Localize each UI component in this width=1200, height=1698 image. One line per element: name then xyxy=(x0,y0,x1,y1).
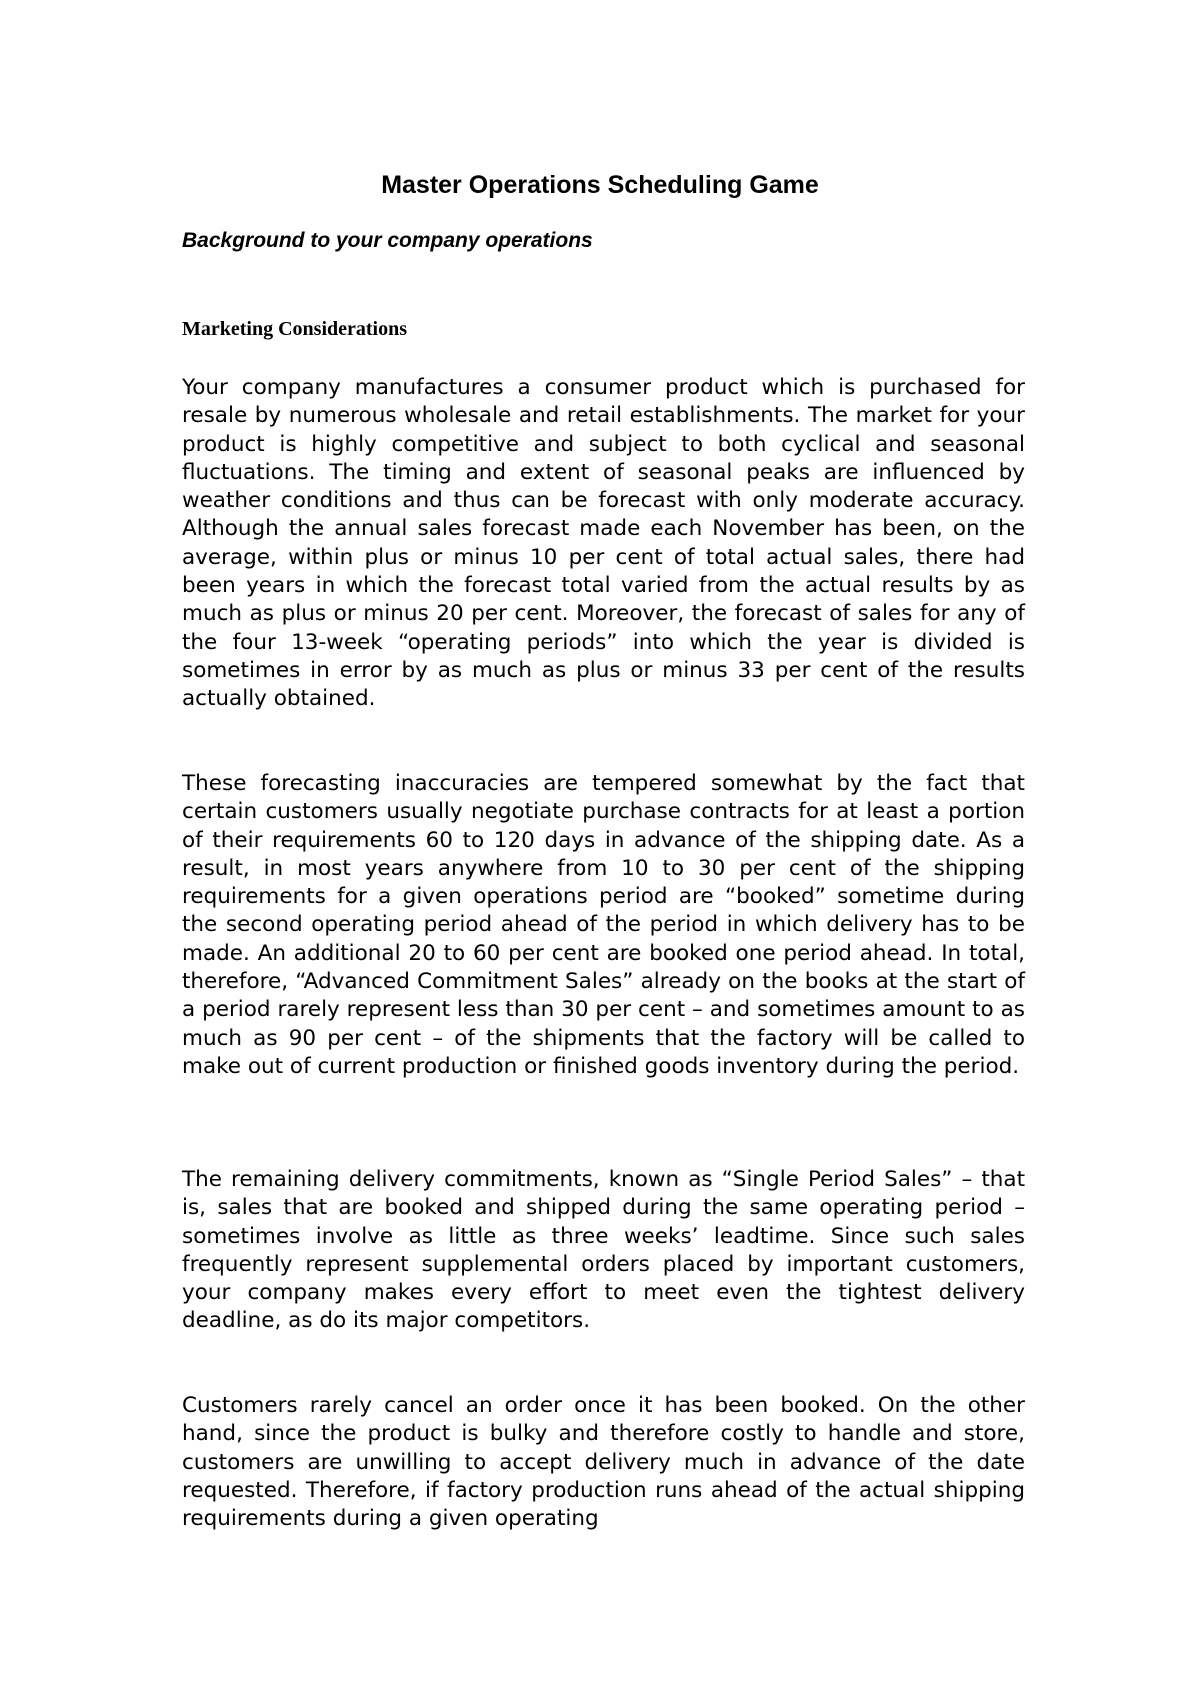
paragraph: Customers rarely cancel an order once it has been booked. On the other hand, since the product is bulky and therefore costly to handle and store, customers are unwilling to accept delivery much in advance of the date requested. Therefore, if factory production runs ahead of the actual shipping requirements during a given operating xyxy=(182,1393,1025,1532)
paragraph: Your company manufactures a consumer product which is purchased for resale by numerous wholesale and retail establishments. The market for your product is highly competitive and subject to both cyclical and seasonal fluctuations. The timing and extent of seasonal peaks are influenced by weather conditions and thus can be forecast with only moderate accuracy. Although the annual sales forecast made each November has been, on the average, within plus or minus 10 per cent of total actual sales, there had been years in which the forecast total varied from the actual results by as much as plus or minus 20 per cent. Moreover, the forecast of sales for any of the four 13-week “operating periods” into which the year is divided is sometimes in error by as much as plus or minus 33 per cent of the results actually obtained. xyxy=(182,375,1025,712)
paragraph: These forecasting inaccuracies are tempered somewhat by the fact that certain customers usually negotiate purchase contracts for at least a portion of their requirements 60 to 120 days in advance of the shipping date. As a result, in most years anywhere from 10 to 30 per cent of the shipping requirements for a given operations period are “booked” sometime during the second operating period ahead of the period in which delivery has to be made. An additional 20 to 60 per cent are booked one period ahead. In total, therefore, “Advanced Commitment Sales” already on the books at the start of a period rarely represent less than 30 per cent – and sometimes amount to as much as 90 per cent – of the shipments that the factory will be called to make out of current production or finished goods inventory during the period. xyxy=(182,771,1025,1079)
paragraph: The remaining delivery commitments, known as “Single Period Sales” – that is, sales that are booked and shipped during the same operating period – sometimes involve as little as three weeks’ leadtime. Since such sales frequently represent supplemental orders placed by important customers, your company makes every effort to meet even the tightest delivery deadline, as do its major competitors. xyxy=(182,1167,1025,1334)
document-title: Master Operations Scheduling Game xyxy=(381,171,819,199)
section-heading: Marketing Considerations xyxy=(182,318,407,340)
document-subtitle: Background to your company operations xyxy=(182,229,593,252)
